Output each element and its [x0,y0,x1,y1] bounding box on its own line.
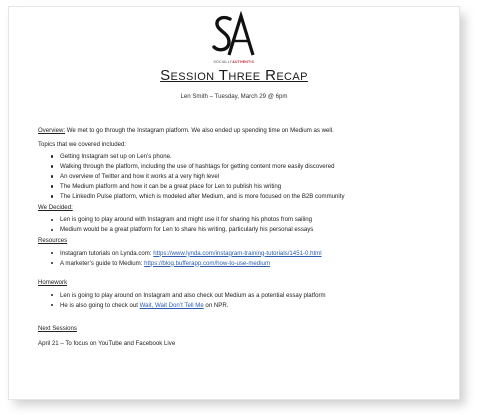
resource-label: A marketer’s guide to Medium: [60,259,145,267]
resources-list [38,250,453,268]
overview-paragraph [38,127,453,135]
list-item: Walking through the platform, including the use of hashtags for getting content more easily discovered [60,163,453,171]
npr-link[interactable]: Wait, Wait Don’t Tell Me [139,301,204,309]
brand-wordmark [9,60,459,64]
homework-text: He is also going to check out [60,301,140,309]
list-item [60,250,453,258]
homework-list [38,292,453,310]
topics-intro: Topics that we covered included: [38,140,127,148]
brand-highlight: AUTHENTIC [232,60,255,64]
next-session-item: April 21 – To focus on YouTube and Facebook Live [38,340,176,348]
list-item [60,302,453,310]
document-body [38,127,453,348]
list-item: Medium would be a great platform for Len to share his writing, particularly his personal essays [60,226,453,234]
list-item: An overview of Twitter and how it works at a very high level [60,173,453,181]
overview-text: We met to go through the Instagram platform. We also ended up spending time on Medium as well. [65,127,334,134]
document-page [8,6,460,400]
list-item [60,260,453,268]
decided-heading: We Decided: [38,203,73,211]
decided-list [38,216,453,234]
list-item: The LinkedIn Pulse platform, which is modeled after Medium, and is more focused on the B2B community [60,193,453,201]
resources-heading: Resources [38,237,68,245]
lynda-link[interactable]: https://www.lynda.com/instagram-training-tutorials/1451-0.html [153,249,322,257]
homework-suffix: on NPR. [203,301,229,309]
list-item: The Medium platform and how it can be a great place for Len to publish his writing [60,183,453,191]
session-byline: Len Smith – Tuesday, March 29 @ 6pm [180,93,288,100]
overview-label: Overview: [38,127,66,134]
next-sessions-heading: Next Sessions [38,325,77,333]
homework-heading: Homework [38,279,68,287]
list-item: Getting Instagram set up on Len’s phone. [60,153,453,161]
brand-text: SOCIALLY [213,60,233,64]
topics-list [38,153,453,201]
resource-label: Instagram tutorials on Lynda.com: [60,249,154,257]
list-item: Len is going to play around with Instagram and might use it for sharing his photos from sailing [60,216,453,224]
buffer-link[interactable]: https://blog.bufferapp.com/how-to-use-medium [144,259,271,267]
list-item: Len is going to play around on Instagram and also check out Medium as a potential essay platform [60,292,453,300]
page-title: Session Three Recap [160,67,308,84]
